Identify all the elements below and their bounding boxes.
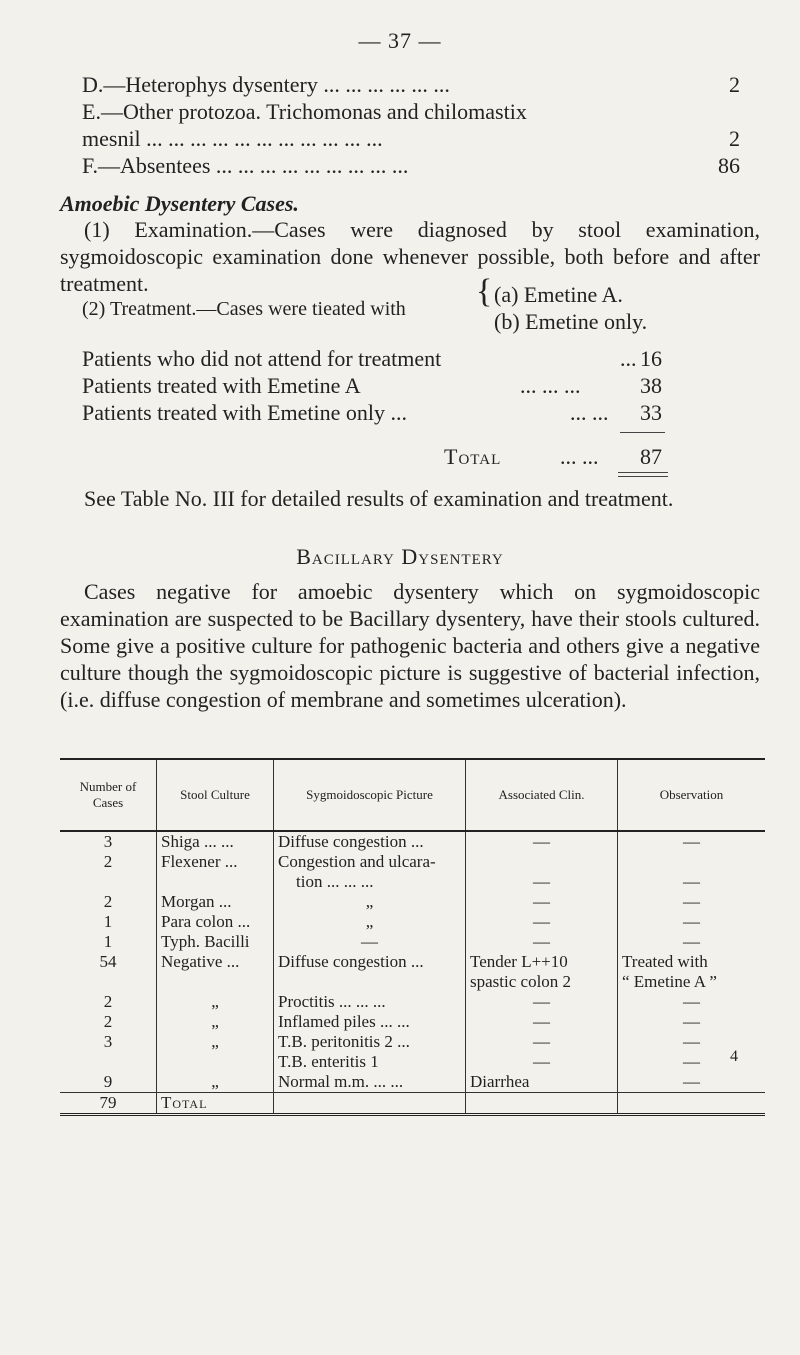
heading-bacillary: Bacillary Dysentery bbox=[296, 544, 504, 569]
table-cell: 2 bbox=[103, 1012, 113, 1031]
table-cell: 1 bbox=[103, 912, 113, 931]
table-row bbox=[60, 912, 765, 932]
list-row-e-value: 2 bbox=[729, 126, 740, 151]
table-cell: — bbox=[618, 1072, 766, 1093]
total-label: Total bbox=[444, 444, 502, 469]
table-cell: 2 bbox=[103, 852, 113, 871]
total-double-rule bbox=[618, 472, 668, 477]
table-cell: — bbox=[618, 892, 766, 912]
table-cell: Proctitis ... ... ... bbox=[274, 992, 466, 1012]
table-cell: “ Emetine A ” bbox=[618, 972, 766, 992]
table-cell bbox=[60, 972, 157, 992]
page-number: — 37 — bbox=[358, 28, 442, 53]
table-cell: Total bbox=[157, 1093, 274, 1115]
table-cell: spastic colon 2 bbox=[466, 972, 618, 992]
list-row-d-value: 2 bbox=[729, 72, 740, 97]
table-cell: Inflamed piles ... ... bbox=[274, 1012, 466, 1032]
treatment-option-b: (b) Emetine only. bbox=[494, 309, 648, 334]
sum-rule bbox=[620, 432, 665, 433]
heading-amoebic: Amoebic Dysentery Cases. bbox=[60, 191, 299, 216]
table-cell: Treated with bbox=[618, 952, 766, 972]
table-cell: „ bbox=[157, 1072, 274, 1093]
table-header: Observation bbox=[618, 759, 766, 831]
paragraph-examination: (1) Examination.—Cases were diagnosed by stool examination, sygmoidoscopic examination done whenever possible, both before and after treatment. bbox=[60, 217, 760, 296]
table-cell: „ bbox=[157, 1032, 274, 1052]
table-row bbox=[60, 1072, 765, 1093]
table-cell: — bbox=[466, 1052, 618, 1072]
table-row bbox=[60, 952, 765, 972]
patient-row-dots: ... ... ... bbox=[520, 373, 581, 398]
table-cell: — bbox=[466, 872, 618, 892]
table-cell: — bbox=[618, 831, 766, 852]
table-cell: — bbox=[274, 932, 466, 952]
list-row-e-cont: mesnil ... ... ... ... ... ... ... ... ... ... ... bbox=[82, 126, 383, 151]
list-row-f-value: 86 bbox=[718, 153, 740, 178]
footer-number: 4 bbox=[730, 1048, 738, 1065]
table-cell: „ bbox=[157, 1012, 274, 1032]
table-cell: Shiga ... ... bbox=[157, 831, 274, 852]
table-cell: 3 bbox=[103, 832, 113, 851]
table-cell: 79 bbox=[60, 1093, 157, 1115]
table-cell bbox=[274, 1093, 466, 1115]
table-row bbox=[60, 932, 765, 952]
table-cell: „ bbox=[274, 912, 466, 932]
table-cell: 9 bbox=[103, 1072, 113, 1091]
table-cell bbox=[274, 972, 466, 992]
patient-row-label: Patients treated with Emetine only ... bbox=[82, 400, 408, 425]
patient-row-value: 16 bbox=[640, 346, 662, 371]
table-cell: 1 bbox=[103, 932, 113, 951]
table-cell: T.B. peritonitis 2 ... bbox=[274, 1032, 466, 1052]
table-row bbox=[60, 1052, 765, 1072]
table-header: Associated Clin. bbox=[466, 759, 618, 831]
table-row bbox=[60, 872, 765, 892]
table-cell: „ bbox=[157, 992, 274, 1012]
table-cell: Diarrhea bbox=[466, 1072, 618, 1093]
total-dots: ... ... bbox=[560, 444, 599, 469]
table-cell: Diffuse congestion ... bbox=[274, 952, 466, 972]
table-cell bbox=[618, 852, 766, 872]
bacillary-table bbox=[60, 758, 765, 1116]
table-cell: 3 bbox=[103, 1032, 113, 1051]
table-cell: Morgan ... bbox=[157, 892, 274, 912]
paragraph-bacillary: Cases negative for amoebic dysentery which on sygmoidoscopic examination are suspected to be Bacillary dysentery, have their stools cultured. Some give a positive culture for pathogenic bacteria and others give a negative culture though the sygmoidoscopic picture is suggestive of bacterial infection, (i.e. diffuse congestion of membrane and sometimes ulceration). bbox=[60, 579, 760, 712]
table-cell: — bbox=[618, 1012, 766, 1032]
table-cell: — bbox=[466, 892, 618, 912]
table-cell: Typh. Bacilli bbox=[157, 932, 274, 952]
table-cell: — bbox=[618, 912, 766, 932]
table-cell bbox=[618, 1093, 766, 1115]
table-cell: — bbox=[466, 932, 618, 952]
patient-row-dots: ... bbox=[620, 346, 637, 371]
table-row bbox=[60, 992, 765, 1012]
table-cell: — bbox=[618, 992, 766, 1012]
table-cell bbox=[60, 872, 157, 892]
table-cell bbox=[466, 852, 618, 872]
table-row bbox=[60, 892, 765, 912]
patient-row-value: 38 bbox=[640, 373, 662, 398]
patient-row-label: Patients treated with Emetine A bbox=[82, 373, 361, 398]
table-cell: Negative ... bbox=[157, 952, 274, 972]
table-cell: — bbox=[466, 1032, 618, 1052]
patient-row-dots: ... ... bbox=[570, 400, 609, 425]
table-cell: — bbox=[466, 831, 618, 852]
table-cell: Para colon ... bbox=[157, 912, 274, 932]
table-cell bbox=[60, 1052, 157, 1072]
table-cell: Flexener ... bbox=[157, 852, 274, 872]
table-cell: „ bbox=[274, 892, 466, 912]
table-cell: 54 bbox=[99, 952, 117, 971]
list-row-e: E.—Other protozoa. Trichomonas and chilomastix bbox=[82, 99, 527, 124]
table-cell: Tender L++10 bbox=[466, 952, 618, 972]
table-row bbox=[60, 852, 765, 872]
table-cell: — bbox=[618, 932, 766, 952]
table-cell: — bbox=[618, 1052, 766, 1072]
patient-row-value: 33 bbox=[640, 400, 662, 425]
total-value: 87 bbox=[640, 444, 662, 469]
list-row-f: F.—Absentees ... ... ... ... ... ... ... ... ... bbox=[82, 153, 409, 178]
table-row bbox=[60, 972, 765, 992]
table-cell: — bbox=[618, 1032, 766, 1052]
table-total-row bbox=[60, 1093, 765, 1115]
patient-row-label: Patients who did not attend for treatment bbox=[82, 346, 442, 371]
table-cell: Normal m.m. ... ... bbox=[274, 1072, 466, 1093]
table-cell: — bbox=[466, 992, 618, 1012]
table-row bbox=[60, 1032, 765, 1052]
table-row bbox=[60, 1012, 765, 1032]
table-cell: Congestion and ulcara- bbox=[274, 852, 466, 872]
treatment-lead: (2) Treatment.—Cases were tieated with bbox=[82, 298, 406, 320]
table-cell: — bbox=[466, 912, 618, 932]
table-cell bbox=[157, 972, 274, 992]
table-row bbox=[60, 831, 765, 852]
table-cell: tion ... ... ... bbox=[274, 872, 466, 892]
table-cell: Diffuse congestion ... bbox=[274, 831, 466, 852]
table-cell: 2 bbox=[103, 892, 113, 911]
table-header: Sygmoidoscopic Picture bbox=[274, 759, 466, 831]
table-cell: 2 bbox=[103, 992, 113, 1011]
table-cell: — bbox=[466, 1012, 618, 1032]
table-cell: T.B. enteritis 1 bbox=[274, 1052, 466, 1072]
table-header: Stool Culture bbox=[157, 759, 274, 831]
paragraph-see-table: See Table No. III for detailed results of examination and treatment. bbox=[84, 486, 674, 511]
table-header: Number of Cases bbox=[60, 759, 157, 831]
treatment-option-a: (a) Emetine A. bbox=[494, 282, 623, 307]
list-row-d: D.—Heterophys dysentery ... ... ... ... ... ... bbox=[82, 72, 450, 97]
table-cell bbox=[157, 872, 274, 892]
table-cell bbox=[157, 1052, 274, 1072]
table-cell: — bbox=[618, 872, 766, 892]
table-cell bbox=[466, 1093, 618, 1115]
brace: { bbox=[476, 273, 493, 310]
